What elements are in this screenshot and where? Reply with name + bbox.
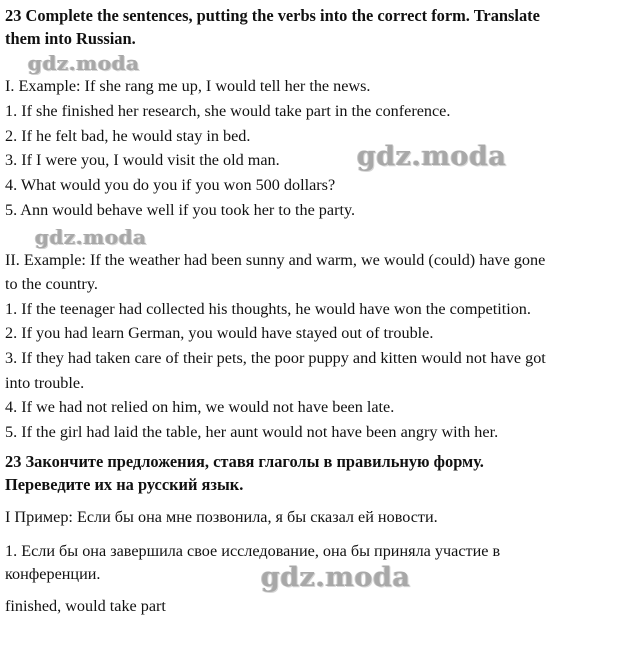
part1-item-4: 4. What would you do you if you won 500 dollars?: [5, 176, 336, 194]
part1-example: I. Example: If she rang me up, I would tell her the news.: [5, 77, 371, 95]
exercise-heading-en-line1: 23 Complete the sentences, putting the verbs into the correct form. Translate: [5, 6, 540, 25]
part1-item-5: 5. Ann would behave well if you took her to the party.: [5, 201, 356, 219]
part1-item-1: 1. If she finished her research, she would take part in the conference.: [5, 102, 451, 120]
part2-item-1: 1. If the teenager had collected his thoughts, he would have won the competition.: [5, 300, 531, 318]
watermark: gdz.moda: [28, 51, 140, 75]
ru-item-1-line2: конференции.: [5, 565, 101, 583]
answer-line: finished, would take part: [5, 597, 166, 615]
part2-item-3-line1: 3. If they had taken care of their pets, the poor puppy and kitten would not have got: [5, 349, 546, 367]
part2-example-line1: II. Example: If the weather had been sunny and warm, we would (could) have gone: [5, 251, 546, 269]
part2-item-5: 5. If the girl had laid the table, her aunt would not have been angry with her.: [5, 423, 499, 441]
ru-example: I Пример: Если бы она мне позвонила, я бы сказал ей новости.: [5, 508, 438, 526]
part1-item-3: 3. If I were you, I would visit the old man.: [5, 151, 280, 169]
watermark: gdz.moda: [35, 225, 147, 249]
exercise-heading-en-line2: them into Russian.: [5, 29, 136, 48]
part1-item-2: 2. If he felt bad, he would stay in bed.: [5, 127, 251, 145]
exercise-heading-ru-line1: 23 Закончите предложения, ставя глаголы в правильную форму.: [5, 452, 484, 471]
part2-item-2: 2. If you had learn German, you would have stayed out of trouble.: [5, 324, 434, 342]
part2-item-4: 4. If we had not relied on him, we would not have been late.: [5, 398, 395, 416]
watermark: gdz.moda: [261, 562, 411, 593]
part2-example-line2: to the country.: [5, 275, 98, 293]
ru-item-1-line1: 1. Если бы она завершила свое исследование, она бы приняла участие в: [5, 542, 501, 560]
part2-item-3-line2: into trouble.: [5, 374, 85, 392]
watermark: gdz.moda: [357, 141, 507, 172]
exercise-heading-ru-line2: Переведите их на русский язык.: [5, 475, 244, 494]
